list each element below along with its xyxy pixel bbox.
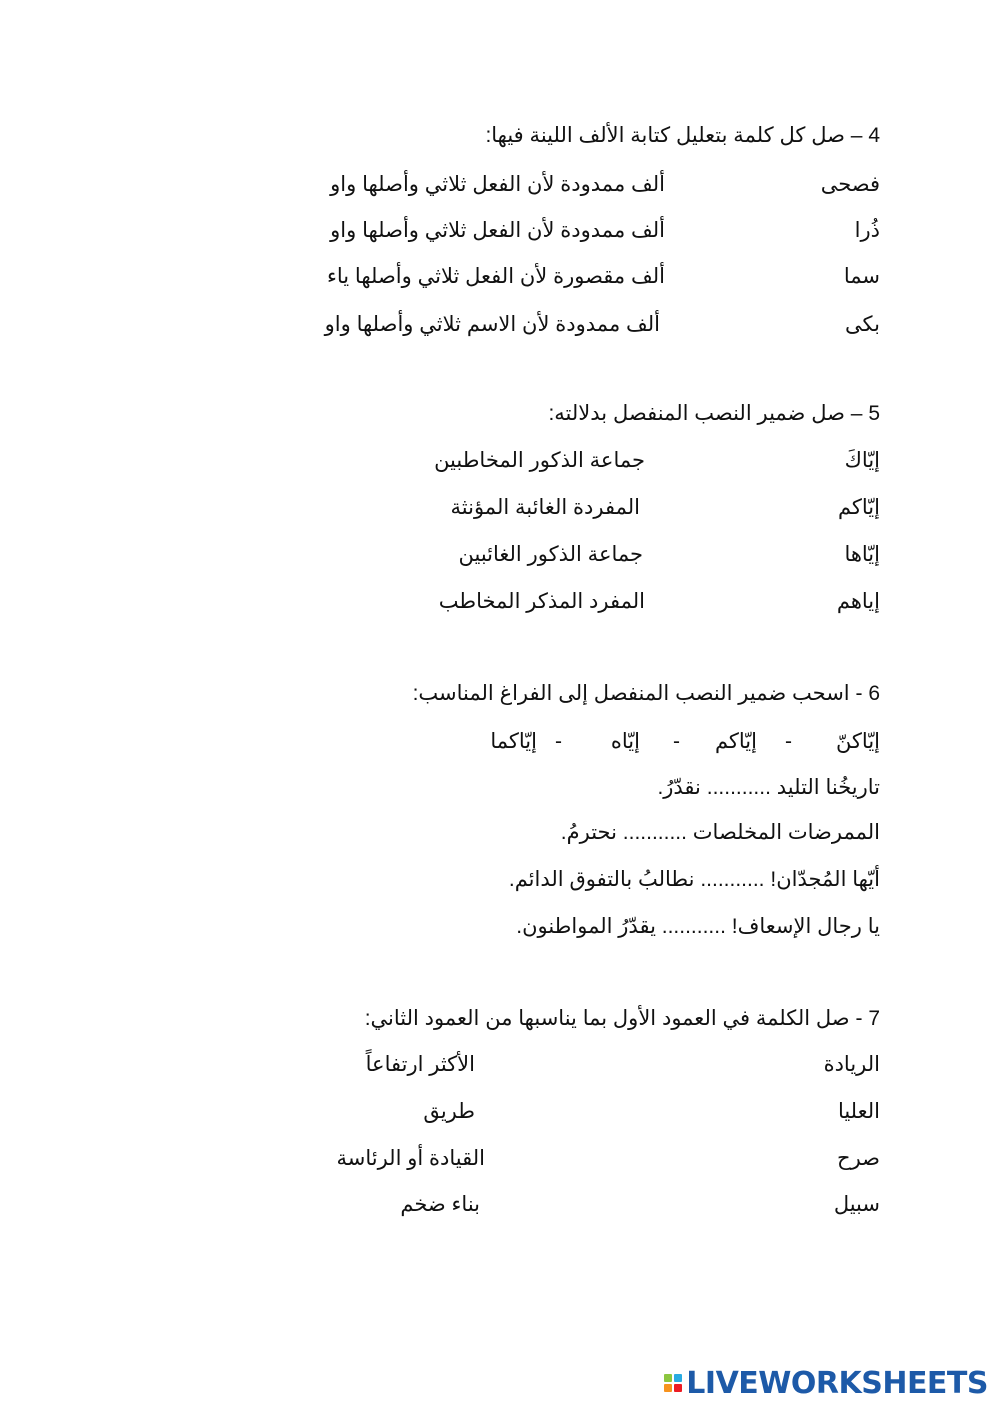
q7-word-2[interactable]: العليا xyxy=(837,1100,880,1123)
q6-option-2[interactable]: إيّاكم xyxy=(714,730,757,753)
q5-word-4[interactable]: إياهم xyxy=(836,590,880,613)
liveworksheets-logo-icon xyxy=(664,1374,682,1392)
q7-word-3[interactable]: صرح xyxy=(837,1147,880,1170)
q5-word-2[interactable]: إيّاكم xyxy=(837,496,880,519)
q4-title: 4 – صل كل كلمة بتعليل كتابة الألف اللينة فيها: xyxy=(485,124,880,147)
q4-word-4[interactable]: بكى xyxy=(845,313,880,336)
q7-meaning-4[interactable]: بناء ضخم xyxy=(400,1193,480,1216)
q5-word-1[interactable]: إيّاكَ xyxy=(844,449,880,472)
q4-word-1[interactable]: فصحى xyxy=(820,173,880,196)
q7-meaning-1[interactable]: الأكثر ارتفاعاً xyxy=(365,1053,475,1076)
q6-option-4[interactable]: إيّاكما xyxy=(490,730,537,753)
q4-word-3[interactable]: سما xyxy=(843,265,880,288)
q6-sentence-3: أيّها المُجدّان! ........... نطالبُ بالتفوق الدائم. xyxy=(508,868,880,891)
q7-meaning-3[interactable]: القيادة أو الرئاسة xyxy=(336,1147,485,1170)
q4-word-2[interactable]: ذُرا xyxy=(854,219,880,242)
q4-reason-4[interactable]: ألف ممدودة لأن الاسم ثلاثي وأصلها واو xyxy=(324,313,660,336)
q7-meaning-2[interactable]: طريق xyxy=(423,1100,475,1123)
q6-option-1[interactable]: إيّاكنّ xyxy=(835,730,880,753)
q6-sentence-4: يا رجال الإسعاف! ........... يقدّرُ المواطنون. xyxy=(516,915,880,938)
q4-reason-1[interactable]: ألف ممدودة لأن الفعل ثلاثي وأصلها واو xyxy=(330,173,665,196)
q4-reason-2[interactable]: ألف ممدودة لأن الفعل ثلاثي وأصلها واو xyxy=(330,219,665,242)
q7-title: 7 - صل الكلمة في العمود الأول بما يناسبها من العمود الثاني: xyxy=(364,1007,880,1030)
q6-separator: - xyxy=(673,730,680,753)
q6-separator: - xyxy=(785,730,792,753)
q6-option-3[interactable]: إيّاه xyxy=(610,730,640,753)
q7-word-1[interactable]: الريادة xyxy=(823,1053,880,1076)
q6-title: 6 - اسحب ضمير النصب المنفصل إلى الفراغ المناسب: xyxy=(412,682,880,705)
q5-meaning-3[interactable]: جماعة الذكور الغائبين xyxy=(458,543,643,566)
q5-meaning-4[interactable]: المفرد المذكر المخاطب xyxy=(438,590,645,613)
q6-sentence-1: تاريخُنا التليد ........... نقدّرُ. xyxy=(657,776,880,799)
logo-text: LIVEWORKSHEETS xyxy=(686,1365,988,1401)
q6-sentence-2: الممرضات المخلصات ........... نحترمُ. xyxy=(560,821,880,844)
q5-word-3[interactable]: إيّاها xyxy=(844,543,880,566)
q5-title: 5 – صل ضمير النصب المنفصل بدلالته: xyxy=(548,402,880,425)
q7-word-4[interactable]: سبيل xyxy=(833,1193,880,1216)
q5-meaning-1[interactable]: جماعة الذكور المخاطبين xyxy=(434,449,645,472)
q4-reason-3[interactable]: ألف مقصورة لأن الفعل ثلاثي وأصلها ياء xyxy=(326,265,665,288)
q5-meaning-2[interactable]: المفردة الغائبة المؤنثة xyxy=(450,496,640,519)
q6-separator: - xyxy=(555,730,562,753)
liveworksheets-logo xyxy=(664,1366,988,1400)
